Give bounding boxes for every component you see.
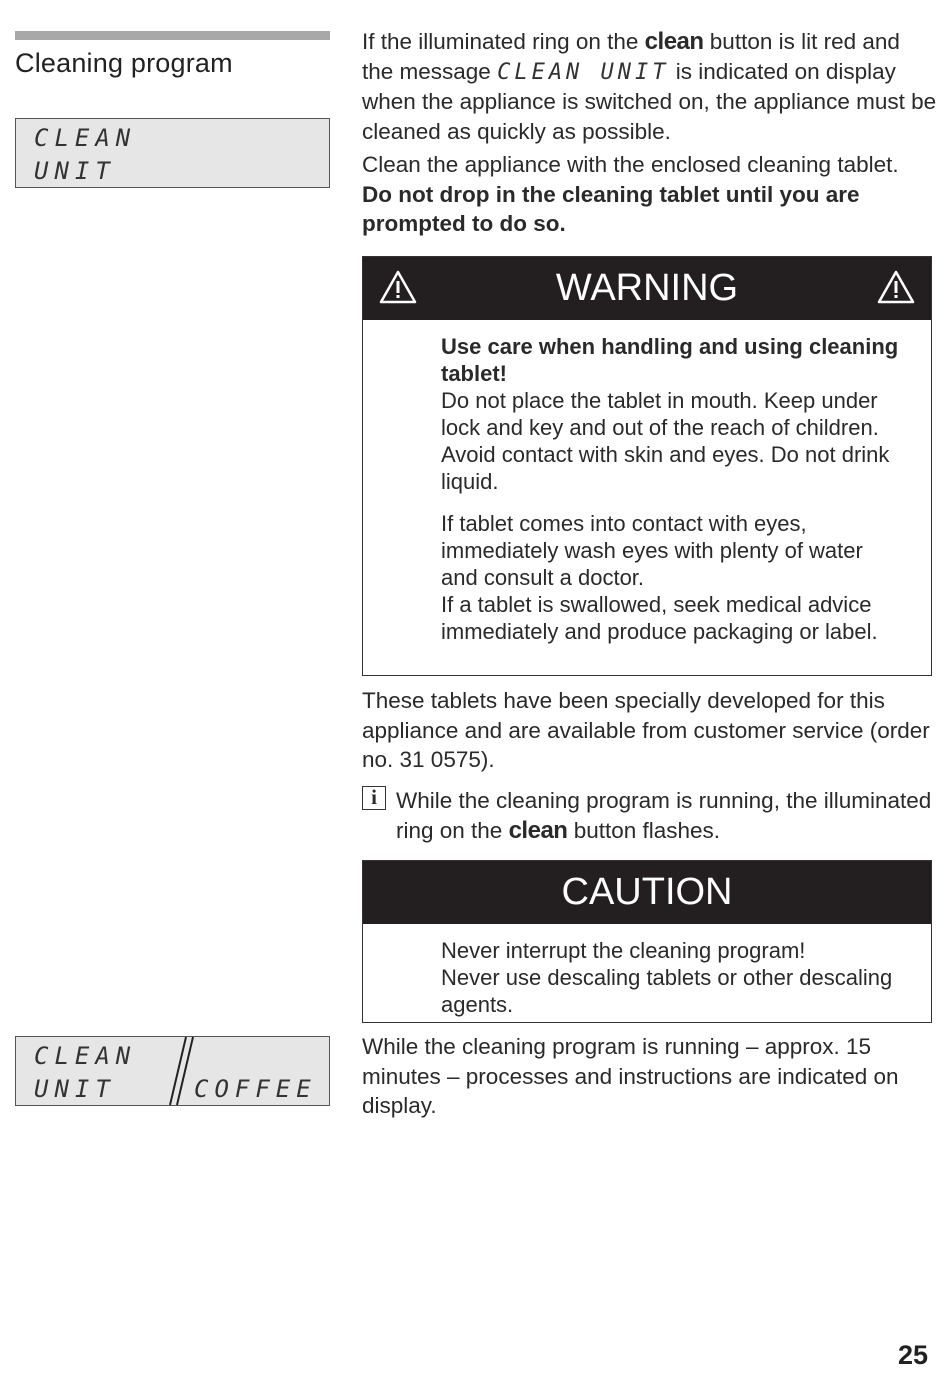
caution-text: Never interrupt the cleaning program! Never use descaling tablets or other descaling agents. bbox=[441, 938, 893, 1017]
instruction-emphasis: Do not drop in the cleaning tablet until you are prompted to do so. bbox=[362, 181, 860, 236]
info-icon: i bbox=[362, 786, 386, 810]
intro-paragraph: If the illuminated ring on the clean button is lit red and the message CLEAN UNIT is indicated on display when the appliance is switched on, the appliance must be cleaned as quickly as possible. bbox=[362, 28, 937, 144]
page-title: Cleaning program bbox=[15, 48, 233, 78]
warning-emphasis: Use care when handling and using cleaning tablet! bbox=[441, 334, 899, 386]
instruction-paragraph: Clean the appliance with the enclosed cleaning tablet. Do not drop in the cleaning tablet until you are prompted to do so. bbox=[362, 152, 899, 236]
warning-heading: WARNING bbox=[555, 267, 739, 309]
running-paragraph: While the cleaning program is running – approx. 15 minutes – processes and instructions are indicated on display. bbox=[362, 1034, 899, 1118]
clean-button-label: clean bbox=[644, 28, 704, 55]
section-rule bbox=[15, 31, 330, 40]
warning-triangle-icon bbox=[877, 270, 915, 304]
display-line-2: UNIT bbox=[34, 157, 116, 185]
warning-text-1: Use care when handling and using cleaning tablet! Do not place the tablet in mouth. Keep under lock and key and out of the reach of children. Avoid contact with skin and eyes. Do not drink liquid. bbox=[441, 334, 899, 494]
warning-box bbox=[362, 256, 932, 676]
tablets-paragraph: These tablets have been specially developed for this appliance and are available from customer service (order no. 31 0575). bbox=[362, 688, 930, 772]
display-line-1: CLEAN bbox=[34, 124, 137, 152]
caution-heading: CAUTION bbox=[561, 871, 733, 913]
caution-box bbox=[362, 860, 932, 1023]
warning-text-2: If tablet comes into contact with eyes, immediately wash eyes with plenty of water and consult a doctor. If a tablet is swallowed, seek medical advice immediately and produce packaging or label. bbox=[441, 511, 878, 644]
clean-button-label: clean bbox=[508, 816, 568, 844]
info-note: i While the cleaning program is running, the illuminated ring on the clean button flashes. bbox=[362, 786, 937, 845]
display-transition-slash-icon bbox=[164, 1035, 196, 1107]
display-clean-unit bbox=[15, 118, 330, 188]
display-right-text: COFFEE bbox=[194, 1075, 317, 1103]
warning-header bbox=[363, 257, 931, 320]
display-clean-unit-coffee bbox=[15, 1036, 330, 1106]
page-number: 25 bbox=[897, 1340, 928, 1370]
display-line-1: CLEAN bbox=[34, 1042, 137, 1070]
caution-header bbox=[363, 861, 931, 924]
warning-triangle-icon bbox=[379, 270, 417, 304]
display-message: CLEAN UNIT bbox=[497, 59, 670, 85]
display-line-2: UNIT bbox=[34, 1075, 116, 1103]
